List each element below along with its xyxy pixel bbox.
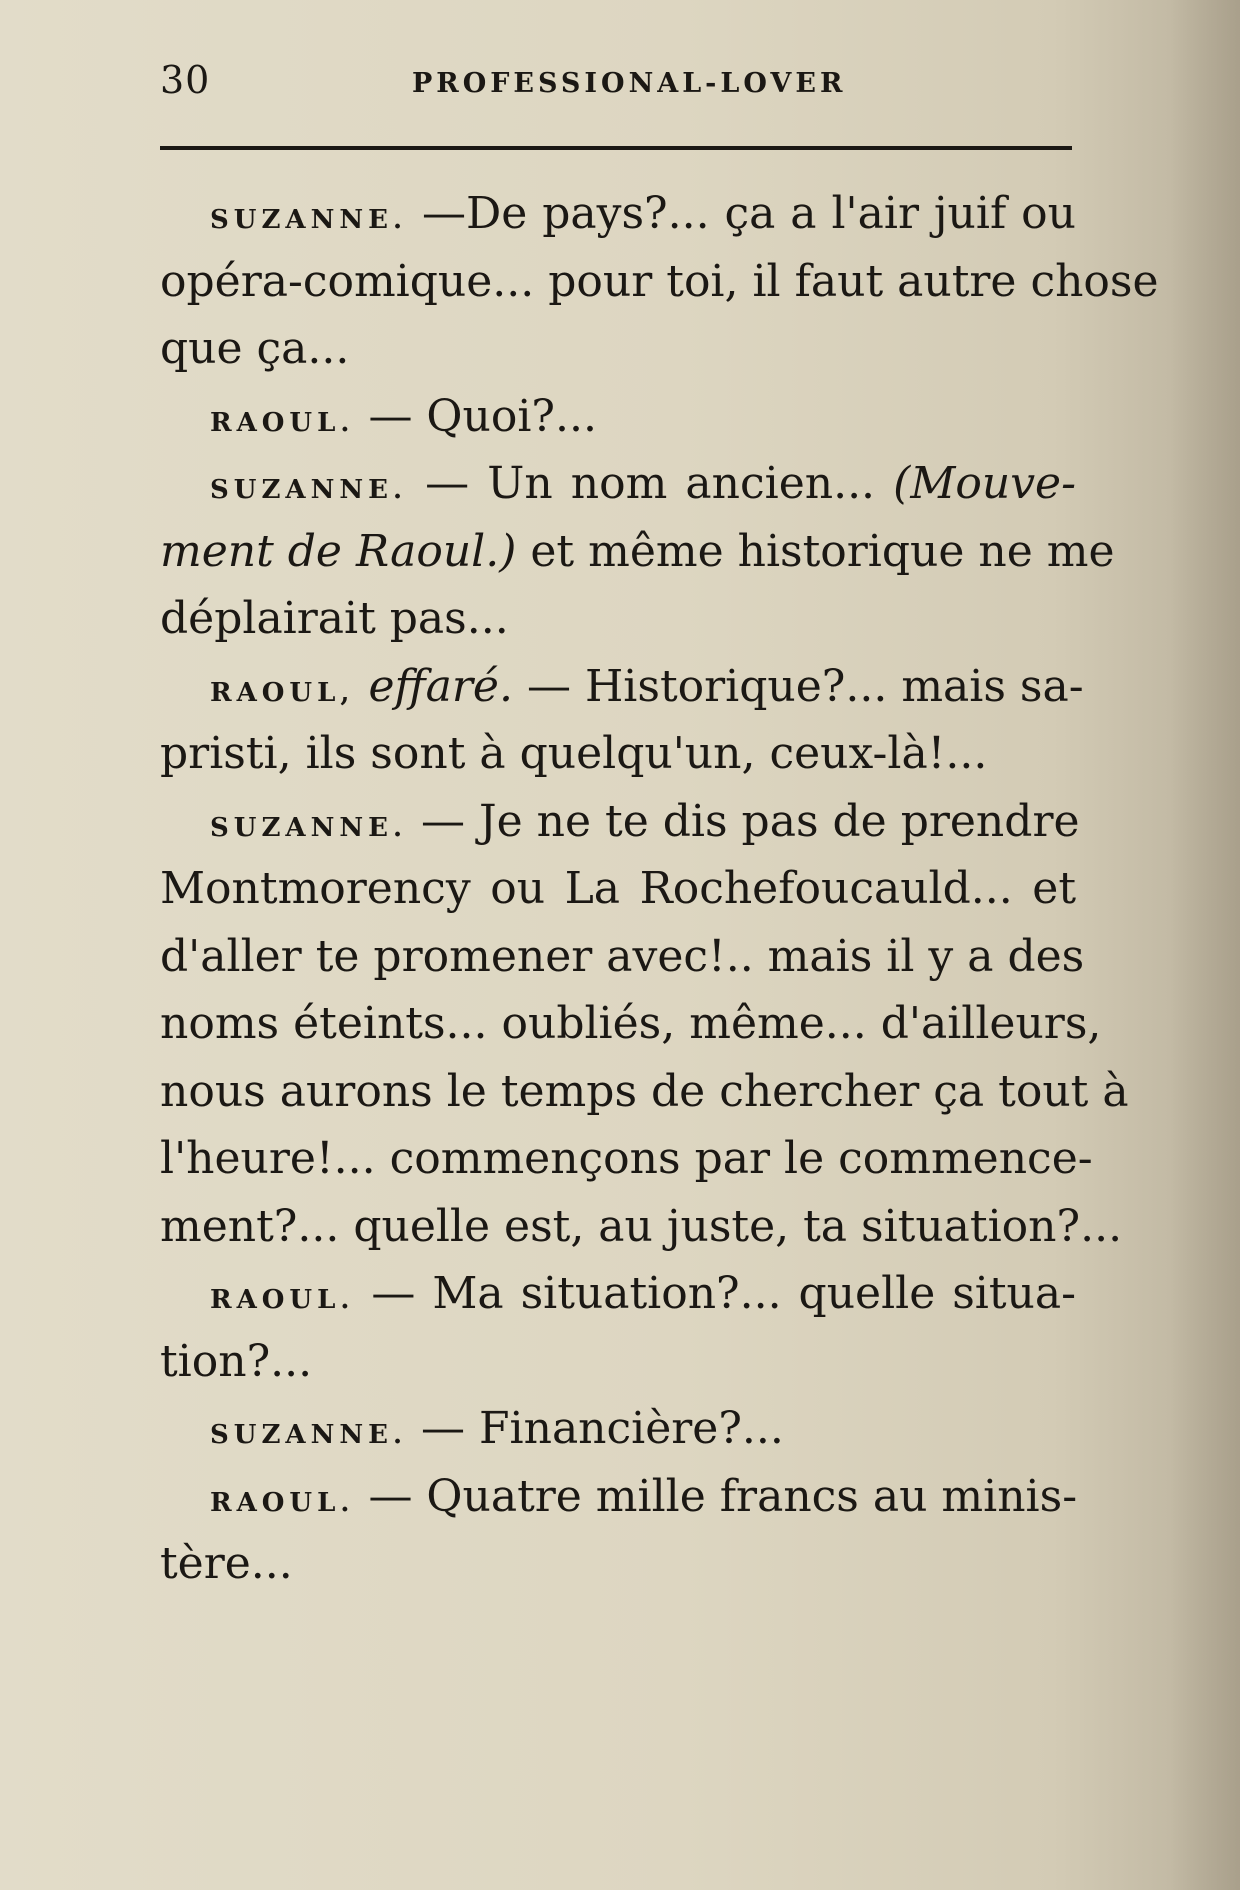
speaker-name: SUZANNE. — [210, 205, 408, 235]
speaker-name: SUZANNE. — [210, 812, 408, 843]
stage-direction: (Mouve- — [893, 458, 1076, 509]
text-line: que ça... — [160, 323, 350, 374]
speaker-name: SUZANNE. — [210, 1420, 408, 1450]
speaker-name: RAOUL. — [210, 1285, 355, 1315]
text-line: RAOUL. — Quoi?... — [210, 390, 597, 442]
text-line: ment?... quelle est, au juste, ta situation?... — [160, 1200, 1123, 1252]
header-rule — [160, 146, 1072, 150]
text-line: noms éteints... oubliés, même... d'ailleurs, — [160, 998, 1102, 1049]
text-line: RAOUL, effaré. — Historique?... mais sa- — [210, 660, 1084, 712]
text-line: nous aurons le temps de chercher ça tout à — [160, 1065, 1129, 1117]
text-line: ment de Raoul.) et même historique ne me — [160, 525, 1115, 577]
text-line: d'aller te promener avec!.. mais il y a des — [160, 930, 1085, 982]
text-line: déplairait pas... — [160, 593, 509, 644]
speaker-name: RAOUL, — [210, 677, 355, 708]
stage-direction: ment de Raoul.) — [160, 525, 517, 577]
dialogue-text — [160, 180, 1159, 1598]
speaker-name: RAOUL. — [210, 407, 355, 438]
stage-direction: effaré. — [368, 660, 513, 712]
page-edge-shadow — [1170, 0, 1240, 1890]
page-header — [160, 58, 1072, 108]
text-line: SUZANNE. — Je ne te dis pas de prendre — [210, 795, 1080, 847]
text-line: SUZANNE. — Financière?... — [210, 1403, 784, 1454]
speaker-name: RAOUL. — [210, 1487, 355, 1518]
text-line: RAOUL. — Ma situation?... quelle situa- — [210, 1268, 1076, 1319]
running-title: PROFESSIONAL-LOVER — [412, 68, 847, 99]
text-line: SUZANNE. — Un nom ancien... (Mouve- — [210, 458, 1076, 509]
text-line: RAOUL. — Quatre mille francs au minis- — [210, 1470, 1078, 1522]
text-line: Montmorency ou La Rochefoucauld... et — [160, 863, 1076, 914]
text-line: tère... — [160, 1538, 293, 1589]
text-line: SUZANNE. —De pays?... ça a l'air juif ou — [210, 188, 1076, 239]
text-line: l'heure!... commençons par le commence- — [160, 1133, 1093, 1184]
text-line: opéra-comique... pour toi, il faut autre chose — [160, 255, 1159, 307]
page-number: 30 — [160, 58, 211, 102]
text-line: tion?... — [160, 1335, 313, 1387]
speaker-name: SUZANNE. — [210, 475, 408, 505]
text-line: pristi, ils sont à quelqu'un, ceux-là!... — [160, 728, 988, 779]
